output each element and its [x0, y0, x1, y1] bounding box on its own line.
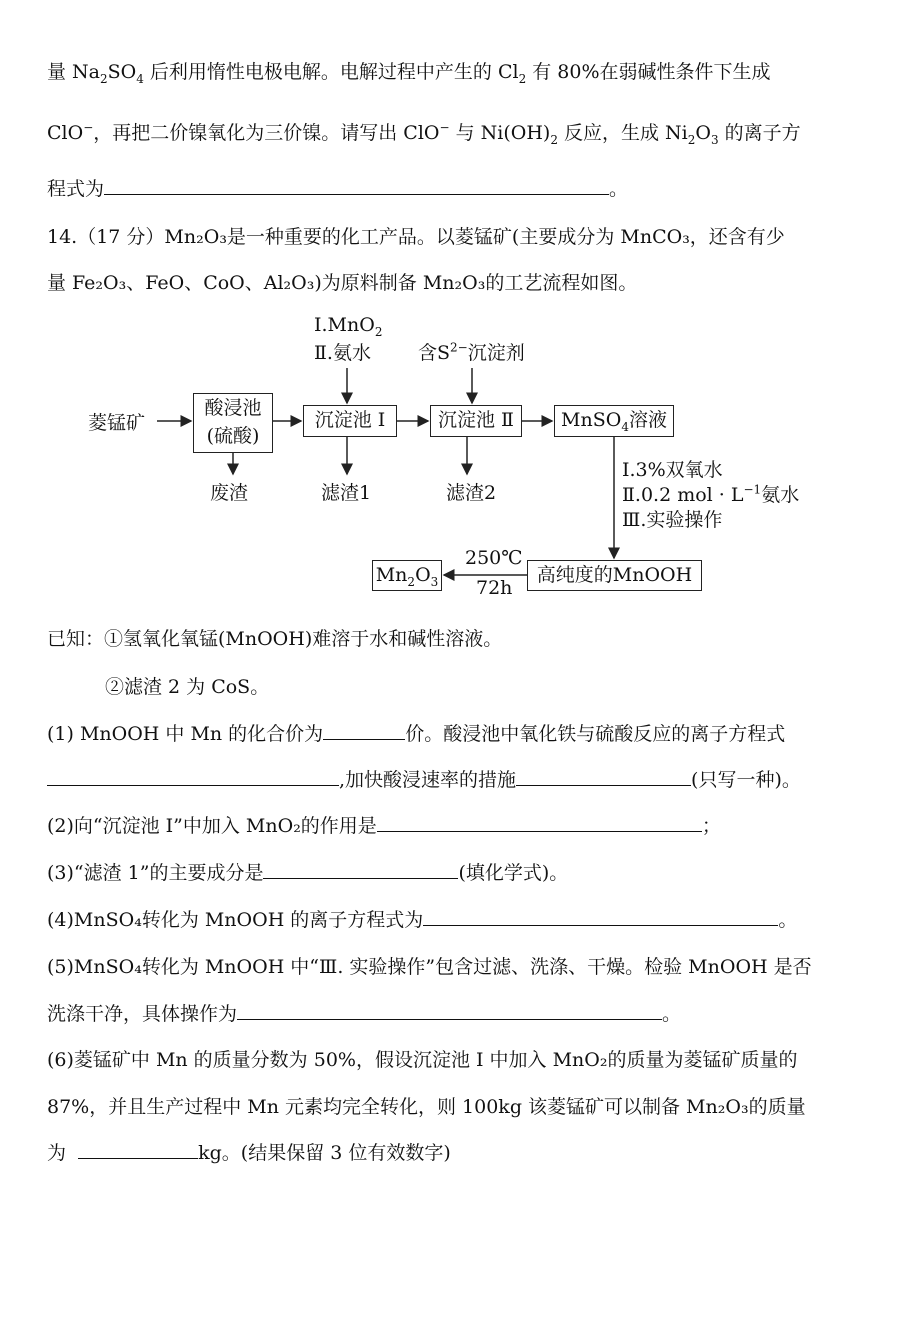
reagent-label: 含$S^{2-}$沉淀剂 [418, 340, 525, 364]
output-label: 滤渣1 [321, 482, 372, 504]
precipitation-tank-2: 沉淀池 Ⅱ [430, 405, 522, 437]
reagent-label: Ⅱ.氨水 [314, 342, 371, 364]
mnooh-box: 高纯度的MnOOH [527, 560, 702, 591]
reagent-label: Ⅰ.MnO$_2$ [314, 314, 383, 339]
precipitation-tank-1: 沉淀池 Ⅰ [303, 405, 397, 437]
answer-blank[interactable] [377, 813, 702, 832]
question-part-4: (4)MnSO₄转化为 MnOOH 的离子方程式为 。 [47, 909, 798, 931]
question-part-6: (6)菱锰矿中 Mn 的质量分数为 50%，假设沉淀池 I 中加入 MnO₂的质量为菱锰矿质量的 [47, 1049, 798, 1071]
question-part-5: (5)MnSO₄转化为 MnOOH 中“Ⅲ. 实验操作”包含过滤、洗涤、干燥。检验 MnOOH 是否 [47, 956, 812, 978]
step-label: Ⅰ.3%双氧水 [622, 459, 723, 481]
step-label: Ⅱ.0.2 mol · $L^{-1}$氨水 [622, 482, 800, 506]
question-14: 14.（17 分）Mn₂O₃是一种重要的化工产品。以菱锰矿(主要成分为 MnCO₃，还含有少 [47, 226, 785, 248]
answer-blank[interactable] [323, 721, 405, 740]
text-line: 87%，并且生产过程中 Mn 元素均完全转化，则 100kg 该菱锰矿可以制备 Mn₂O₃的质量 [47, 1096, 806, 1118]
text-line: 量 Fe₂O₃、FeO、CoO、Al₂O₃)为原料制备 Mn₂O₃的工艺流程如图。 [47, 272, 638, 294]
step-label: Ⅲ.实验操作 [622, 509, 723, 531]
output-label: 滤渣2 [446, 482, 497, 504]
question-part-1: (1) MnOOH 中 Mn 的化合价为 价。酸浸池中氧化铁与硫酸反应的离子方程式 [47, 723, 786, 745]
text-line: ClO−，再把二价镍氧化为三价镍。请写出 ClO− 与 $Ni(OH)_2$ 反应，生成 $Ni_2O_3$ 的离子方 [47, 120, 801, 147]
text-line: 洗涤干净，具体操作为 。 [47, 1003, 682, 1025]
mn2o3-box: $Mn_2O_3$ [372, 560, 442, 591]
known-info: ②滤渣 2 为 CoS。 [105, 676, 270, 698]
question-part-2: (2)向“沉淀池 I”中加入 MnO₂的作用是 ； [47, 815, 721, 837]
answer-blank[interactable] [78, 1140, 198, 1159]
flow-arrows [0, 0, 900, 620]
text-line: 程式为 。 [47, 178, 629, 200]
mnso4-solution-box: MnSO$_4$溶液 [554, 405, 674, 437]
raw-material-label: 菱锰矿 [88, 412, 146, 434]
answer-blank[interactable] [237, 1001, 662, 1020]
time-label: 72h [476, 577, 513, 599]
answer-blank[interactable] [263, 860, 458, 879]
text-line: 量 $Na_2SO_4$ 后利用惰性电极电解。电解过程中产生的 $Cl_2$ 有 80%在弱碱性条件下生成 [47, 61, 771, 86]
output-label: 废渣 [210, 482, 249, 504]
answer-blank[interactable] [423, 907, 778, 926]
text-line: ,加快酸浸速率的措施 (只写一种)。 [47, 765, 801, 792]
question-part-3: (3)“滤渣 1”的主要成分是 (填化学式)。 [47, 862, 569, 884]
acid-leach-tank: 酸浸池 (硫酸) [193, 393, 273, 453]
known-info: 已知：①氢氧化氧锰(MnOOH)难溶于水和碱性溶液。 [47, 628, 503, 650]
text-line: 为 kg。(结果保留 3 位有效数字) [47, 1142, 451, 1164]
answer-blank[interactable] [516, 767, 691, 786]
answer-blank[interactable] [47, 767, 339, 786]
temperature-label: 250℃ [465, 547, 523, 569]
